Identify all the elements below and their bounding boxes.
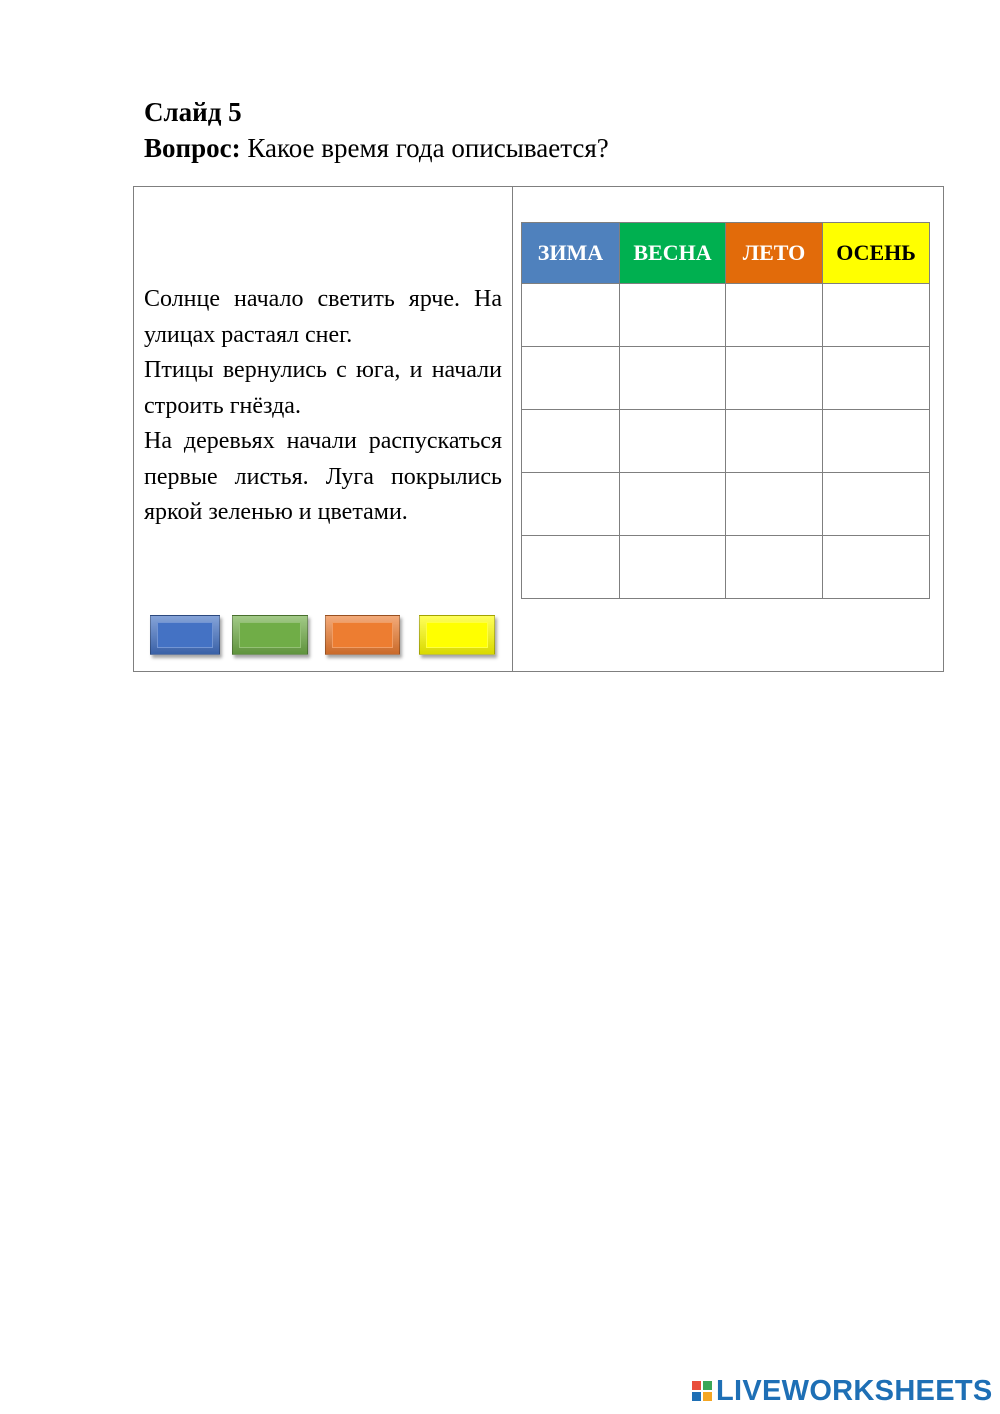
liveworksheets-logo xyxy=(692,1374,993,1408)
answer-row xyxy=(522,536,930,599)
answer-cell-autumn[interactable] xyxy=(823,347,930,410)
answer-cell-winter[interactable] xyxy=(522,284,620,347)
answer-row xyxy=(522,347,930,410)
season-header-row xyxy=(522,223,930,284)
question-label: Вопрос: xyxy=(144,133,241,163)
season-answer-table xyxy=(521,222,930,599)
logo-square xyxy=(703,1381,712,1390)
logo-mark-icon xyxy=(692,1381,712,1401)
answer-cell-autumn[interactable] xyxy=(823,284,930,347)
swatch-green[interactable] xyxy=(232,615,308,655)
question-line xyxy=(144,130,609,166)
season-header-autumn: ОСЕНЬ xyxy=(823,223,930,284)
answer-cell-summer[interactable] xyxy=(726,473,823,536)
answer-cell-summer[interactable] xyxy=(726,536,823,599)
season-header-winter: ЗИМА xyxy=(522,223,620,284)
answer-cell-autumn[interactable] xyxy=(823,473,930,536)
answer-cell-spring[interactable] xyxy=(620,536,726,599)
logo-square xyxy=(692,1392,701,1401)
season-header-spring: ВЕСНА xyxy=(620,223,726,284)
answer-cell-spring[interactable] xyxy=(620,347,726,410)
swatch-orange[interactable] xyxy=(325,615,400,655)
answer-cell-winter[interactable] xyxy=(522,347,620,410)
answer-cell-summer[interactable] xyxy=(726,410,823,473)
answer-cell-spring[interactable] xyxy=(620,473,726,536)
story-paragraph-3: На деревьях начали распускаться первые листья. Луга покрылись яркой зеленью и цветами. xyxy=(144,428,502,525)
season-header-summer: ЛЕТО xyxy=(726,223,823,284)
slide-title: Слайд 5 xyxy=(144,97,242,127)
frame-divider xyxy=(512,187,513,671)
swatch-blue[interactable] xyxy=(150,615,220,655)
answer-row xyxy=(522,473,930,536)
question-text: Какое время года описывается? xyxy=(240,133,609,163)
answer-cell-autumn[interactable] xyxy=(823,536,930,599)
story-paragraph-2: Птицы вернулись с юга, и начали строить гнёзда. xyxy=(144,357,502,419)
answer-cell-autumn[interactable] xyxy=(823,410,930,473)
logo-text: LIVEWORKSHEETS xyxy=(716,1374,993,1407)
story-paragraph-1: Солнце начало светить ярче. На улицах растаял снег. xyxy=(144,286,502,348)
answer-cell-winter[interactable] xyxy=(522,536,620,599)
answer-cell-spring[interactable] xyxy=(620,410,726,473)
answer-cell-winter[interactable] xyxy=(522,473,620,536)
answer-cell-summer[interactable] xyxy=(726,284,823,347)
answer-cell-winter[interactable] xyxy=(522,410,620,473)
answer-cell-spring[interactable] xyxy=(620,284,726,347)
swatch-yellow[interactable] xyxy=(419,615,495,655)
task-frame xyxy=(133,186,944,672)
story-text xyxy=(144,282,502,531)
slide-header xyxy=(144,94,609,166)
answer-row xyxy=(522,410,930,473)
answer-cell-summer[interactable] xyxy=(726,347,823,410)
logo-square xyxy=(703,1392,712,1401)
answer-row xyxy=(522,284,930,347)
logo-square xyxy=(692,1381,701,1390)
